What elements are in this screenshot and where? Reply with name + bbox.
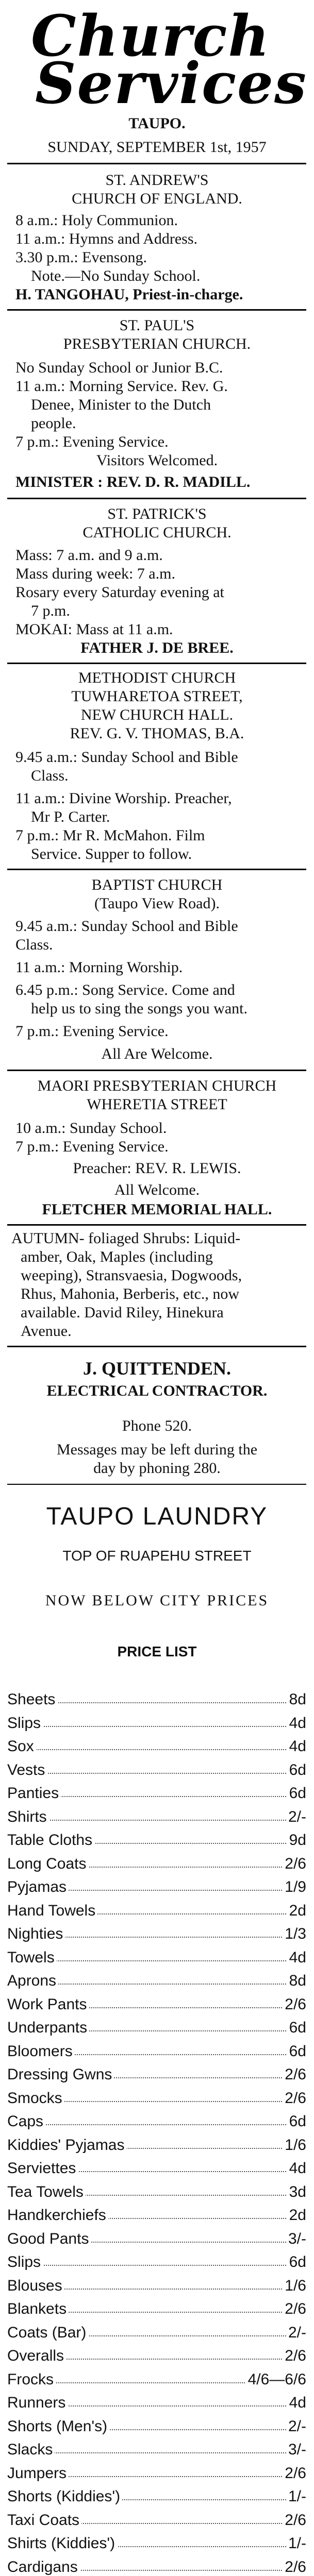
price-row: [7, 2207, 306, 2227]
service-line: No Sunday School or Junior B.C.: [15, 359, 223, 377]
item-price: 6d: [287, 2253, 306, 2271]
service-line: Mr P. Carter.: [31, 808, 110, 826]
item-name: Sox: [7, 1738, 36, 1755]
price-row: [7, 2090, 306, 2110]
phone-number: Phone 520.: [0, 1417, 314, 1435]
service-line: 7 p.m.: Evening Service.: [15, 1138, 169, 1156]
item-price: 2/-: [286, 1808, 306, 1826]
item-price: 1/6: [283, 2277, 306, 2295]
item-name: Jumpers: [7, 2465, 69, 2482]
item-price: 4d: [287, 1949, 306, 1967]
ad-line: Rhus, Mahonia, Berberis, etc., now: [21, 1285, 239, 1303]
item-name: Frocks: [7, 2371, 56, 2388]
service-line: Service. Supper to follow.: [31, 845, 192, 863]
item-price: 2/-: [286, 2324, 306, 2342]
service-line: 6.45 p.m.: Song Service. Come and: [15, 981, 235, 999]
item-name: Kiddies' Pyjamas: [7, 2137, 127, 2154]
item-price: 4/6—6/6: [246, 2371, 306, 2388]
ad-line: amber, Oak, Maples (including: [21, 1248, 213, 1266]
price-row: [7, 2465, 306, 2485]
service-line: 11 a.m.: Hymns and Address.: [15, 230, 197, 248]
price-row: [7, 2253, 306, 2274]
message-note: Messages may be left during the: [0, 1440, 314, 1459]
logo-line-2: Services: [31, 60, 284, 107]
ad-line: available. David Riley, Hinekura: [21, 1303, 224, 1322]
item-name: Overalls: [7, 2347, 66, 2364]
item-price: 4d: [287, 1715, 306, 1732]
leader-dots: [7, 2265, 306, 2266]
service-line: Rosary every Saturday evening at: [15, 583, 224, 602]
price-row: [7, 1808, 306, 1829]
price-row: [7, 1925, 306, 1946]
ad-line: Avenue.: [21, 1322, 72, 1341]
welcome-note: Visitors Welcomed.: [0, 451, 314, 470]
section-subtitle: PRESBYTERIAN CHURCH.: [0, 335, 314, 353]
item-price: 2/6: [283, 1996, 306, 2013]
minister-name: REV. G. V. THOMAS, B.A.: [0, 724, 314, 743]
priest-name: FATHER J. DE BREE.: [0, 639, 314, 657]
item-name: Blouses: [7, 2277, 64, 2294]
price-row: [7, 2183, 306, 2204]
price-row: [7, 2535, 306, 2555]
item-price: 2d: [287, 2207, 306, 2224]
price-row: [7, 1738, 306, 1758]
price-row: [7, 2441, 306, 2462]
service-line: MOKAI: Mass at 11 a.m.: [15, 620, 173, 639]
laundry-title: TAUPO LAUNDRY: [0, 1502, 314, 1531]
item-name: Caps: [7, 2113, 45, 2130]
business-trade: ELECTRICAL CONTRACTOR.: [0, 1382, 314, 1400]
price-row: [7, 2488, 306, 2509]
laundry-tagline: NOW BELOW CITY PRICES: [0, 1592, 314, 1609]
price-row: [7, 2019, 306, 2040]
church-services-logo: [31, 12, 284, 110]
price-row: [7, 2371, 306, 2392]
price-row: [7, 2230, 306, 2251]
divider: [7, 1224, 306, 1226]
price-row: [7, 2113, 306, 2133]
item-name: Vests: [7, 1761, 47, 1778]
price-row: [7, 2324, 306, 2345]
item-price: 8d: [287, 1691, 306, 1708]
item-name: Long Coats: [7, 1855, 88, 1872]
item-price: 1/3: [283, 1925, 306, 1943]
section-subtitle: CATHOLIC CHURCH.: [0, 523, 314, 542]
item-price: 2/6: [283, 2558, 306, 2576]
item-name: Coats (Bar): [7, 2324, 88, 2341]
item-price: 4d: [287, 2160, 306, 2177]
price-row: [7, 1949, 306, 1970]
item-price: 1/6: [283, 2137, 306, 2154]
price-row: [7, 1761, 306, 1782]
item-name: Shorts (Kiddies'): [7, 2488, 122, 2505]
section-title: ST. PAUL'S: [0, 316, 314, 335]
item-name: Tea Towels: [7, 2183, 86, 2200]
leader-dots: [7, 1726, 306, 1727]
price-row: [7, 1715, 306, 1735]
divider: [7, 498, 306, 499]
item-price: 2d: [287, 1902, 306, 1920]
item-name: Table Cloths: [7, 1832, 94, 1849]
leader-dots: [7, 2124, 306, 2125]
venue-name: FLETCHER MEMORIAL HALL.: [0, 1200, 314, 1219]
service-line: 11 a.m.: Divine Worship. Preacher,: [15, 789, 232, 808]
price-row: [7, 2043, 306, 2063]
item-name: Shorts (Men's): [7, 2418, 109, 2435]
item-name: Cardigans: [7, 2558, 80, 2575]
item-name: Aprons: [7, 1972, 58, 1989]
price-row: [7, 1878, 306, 1899]
divider: [7, 163, 306, 164]
service-line: 7 p.m.: Evening Service.: [15, 433, 169, 451]
section-subtitle: NEW CHURCH HALL.: [0, 706, 314, 724]
preacher-name: Preacher: REV. R. LEWIS.: [0, 1159, 314, 1178]
price-row: [7, 2347, 306, 2368]
service-line: Mass during week: 7 a.m.: [15, 565, 175, 583]
price-row: [7, 2300, 306, 2321]
item-name: Sheets: [7, 1691, 57, 1708]
section-title: ST. PATRICK'S: [0, 505, 314, 523]
item-name: Shirts (Kiddies'): [7, 2535, 117, 2552]
welcome-note: All Are Welcome.: [0, 1045, 314, 1063]
item-name: Slips: [7, 2253, 43, 2270]
item-name: Shirts: [7, 1808, 49, 1825]
business-name: J. QUITTENDEN.: [0, 1358, 314, 1379]
service-line: 3.30 p.m.: Evensong.: [15, 248, 147, 267]
logo-line-1: Church: [31, 12, 284, 60]
item-price: 4d: [287, 1738, 306, 1755]
divider: [7, 1346, 306, 1347]
service-line: Class.: [15, 936, 53, 954]
service-line: 8 a.m.: Holy Communion.: [15, 211, 178, 230]
section-subtitle: WHERETIA STREET: [0, 1095, 314, 1114]
price-row: [7, 2066, 306, 2087]
price-row: [7, 1855, 306, 1876]
item-price: 6d: [287, 2043, 306, 2060]
ad-line: AUTUMN- foliaged Shrubs: Liquid-: [11, 1229, 240, 1248]
price-row: [7, 2137, 306, 2157]
service-line: 7 p.m.: Evening Service.: [15, 1022, 169, 1041]
service-line: 9.45 a.m.: Sunday School and Bible: [15, 748, 238, 767]
price-row: [7, 2277, 306, 2298]
item-name: Work Pants: [7, 1996, 89, 2013]
service-line: people.: [31, 414, 76, 433]
item-name: Handkerchiefs: [7, 2207, 108, 2224]
divider: [7, 1484, 306, 1485]
price-row: [7, 2394, 306, 2415]
item-price: 6d: [287, 2019, 306, 2037]
item-price: 1/-: [286, 2535, 306, 2552]
section-subtitle: (Taupo View Road).: [0, 894, 314, 913]
item-name: Hand Towels: [7, 1902, 97, 1919]
service-line: Denee, Minister to the Dutch: [31, 396, 211, 414]
item-price: 6d: [287, 1785, 306, 1802]
item-name: Smocks: [7, 2090, 64, 2107]
price-row: [7, 1902, 306, 1923]
item-name: Underpants: [7, 2019, 89, 2036]
minister-name: MINISTER : REV. D. R. MADILL.: [15, 473, 250, 492]
service-line: 11 a.m.: Morning Service. Rev. G.: [15, 377, 228, 396]
item-price: 6d: [287, 1761, 306, 1779]
item-price: 1/9: [283, 1878, 306, 1896]
service-line: 7 p.m.: [31, 602, 70, 620]
item-name: Bloomers: [7, 2043, 75, 2060]
welcome-note: All Welcome.: [0, 1181, 314, 1199]
item-price: 9d: [287, 1832, 306, 1849]
item-price: 3/-: [286, 2230, 306, 2248]
item-price: 2/-: [286, 2418, 306, 2435]
laundry-location: TOP OF RUAPEHU STREET: [0, 1548, 314, 1564]
price-row: [7, 1691, 306, 1711]
item-name: Taxi Coats: [7, 2512, 81, 2529]
service-line: Mass: 7 a.m. and 9 a.m.: [15, 546, 163, 565]
divider: [7, 869, 306, 870]
item-price: 2/6: [283, 1855, 306, 1873]
item-name: Towels: [7, 1949, 57, 1966]
divider: [7, 309, 306, 311]
item-name: Slacks: [7, 2441, 55, 2458]
service-line: 11 a.m.: Morning Worship.: [15, 958, 183, 977]
item-price: 3/-: [286, 2441, 306, 2459]
item-price: 2/6: [283, 2512, 306, 2529]
divider: [7, 1070, 306, 1071]
leader-dots: [7, 1773, 306, 1774]
service-line: 10 a.m.: Sunday School.: [15, 1119, 167, 1138]
item-price: 6d: [287, 2113, 306, 2130]
section-title: BAPTIST CHURCH: [0, 876, 314, 894]
ad-line: weeping), Stransvaesia, Dogwoods,: [21, 1266, 242, 1285]
item-price: 2/6: [283, 2465, 306, 2482]
item-price: 8d: [287, 1972, 306, 1990]
item-price: 2/6: [283, 2300, 306, 2318]
price-row: [7, 2418, 306, 2438]
message-note: day by phoning 280.: [0, 1459, 314, 1478]
priest-name: H. TANGOHAU, Priest-in-charge.: [15, 285, 243, 304]
item-name: Good Pants: [7, 2230, 91, 2247]
item-price: 2/6: [283, 2066, 306, 2083]
item-name: Serviettes: [7, 2160, 78, 2177]
section-title: METHODIST CHURCH: [0, 669, 314, 687]
item-name: Runners: [7, 2394, 68, 2411]
leader-dots: [7, 1820, 306, 1821]
price-list-heading: PRICE LIST: [0, 1643, 314, 1660]
service-date: SUNDAY, SEPTEMBER 1st, 1957: [0, 138, 314, 157]
item-name: Nighties: [7, 1925, 65, 1942]
section-subtitle: TUWHARETOA STREET,: [0, 687, 314, 706]
item-name: Pyjamas: [7, 1878, 69, 1895]
price-row: [7, 1996, 306, 2016]
item-price: 4d: [287, 2394, 306, 2412]
price-row: [7, 2160, 306, 2180]
leader-dots: [7, 1749, 306, 1750]
item-name: Slips: [7, 1715, 43, 1732]
price-row: [7, 1972, 306, 1993]
section-title: MAORI PRESBYTERIAN CHURCH: [0, 1077, 314, 1095]
item-price: 2/6: [283, 2347, 306, 2365]
section-subtitle: CHURCH OF ENGLAND.: [0, 190, 314, 208]
item-price: 3d: [287, 2183, 306, 2201]
service-line: 7 p.m.: Mr R. McMahon. Film: [15, 826, 205, 845]
divider: [7, 663, 306, 664]
price-row: [7, 1785, 306, 1805]
place-name: TAUPO.: [0, 114, 314, 133]
item-name: Dressing Gwns: [7, 2066, 114, 2083]
price-row: [7, 2512, 306, 2532]
item-name: Panties: [7, 1785, 61, 1802]
service-line: Class.: [31, 767, 69, 785]
item-price: 2/6: [283, 2090, 306, 2107]
item-price: 1/-: [286, 2488, 306, 2505]
service-line: help us to sing the songs you want.: [31, 999, 247, 1018]
service-line: 9.45 a.m.: Sunday School and Bible: [15, 917, 238, 936]
item-name: Blankets: [7, 2300, 69, 2317]
section-title: ST. ANDREW'S: [0, 171, 314, 190]
price-row: [7, 1832, 306, 1852]
service-note: Note.—No Sunday School.: [31, 267, 200, 285]
